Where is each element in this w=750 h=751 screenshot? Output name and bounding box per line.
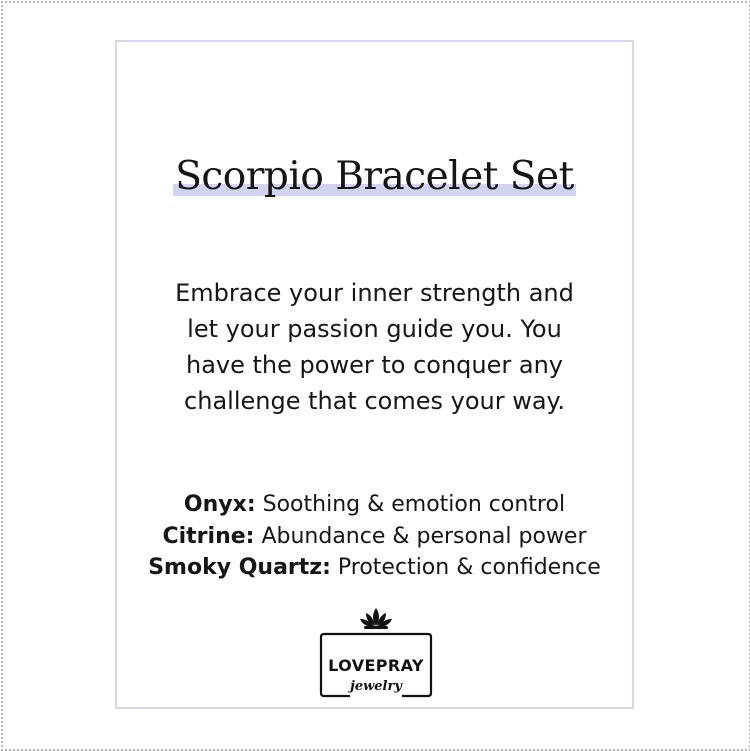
stone-meaning: Protection & confidence [337,555,601,580]
stone-name: Onyx: [183,492,256,517]
brand-logo [314,604,438,704]
card-description [117,275,632,419]
stone-list [117,489,632,584]
description-line: let your passion guide you. You [187,315,562,343]
title-wrap [117,154,632,200]
brand-subtitle: jewelry [350,679,402,694]
product-card [115,40,634,709]
stone-row-smoky-quartz [117,552,632,584]
stone-meaning: Abundance & personal power [261,523,587,549]
description-line: challenge that comes your way. [184,387,565,415]
card-title: Scorpio Bracelet Set [175,154,574,199]
description-line: have the power to conquer any [186,351,563,379]
description-line: Embrace your inner strength and [175,279,574,307]
stone-row-onyx [117,489,632,521]
lotus-icon [360,608,392,629]
stone-meaning: Soothing & emotion control [262,492,566,517]
stone-name: Citrine: [162,523,255,549]
brand-name: LOVEPRAY [328,656,424,675]
stone-row-citrine [117,521,632,553]
stone-name: Smoky Quartz: [148,555,331,580]
